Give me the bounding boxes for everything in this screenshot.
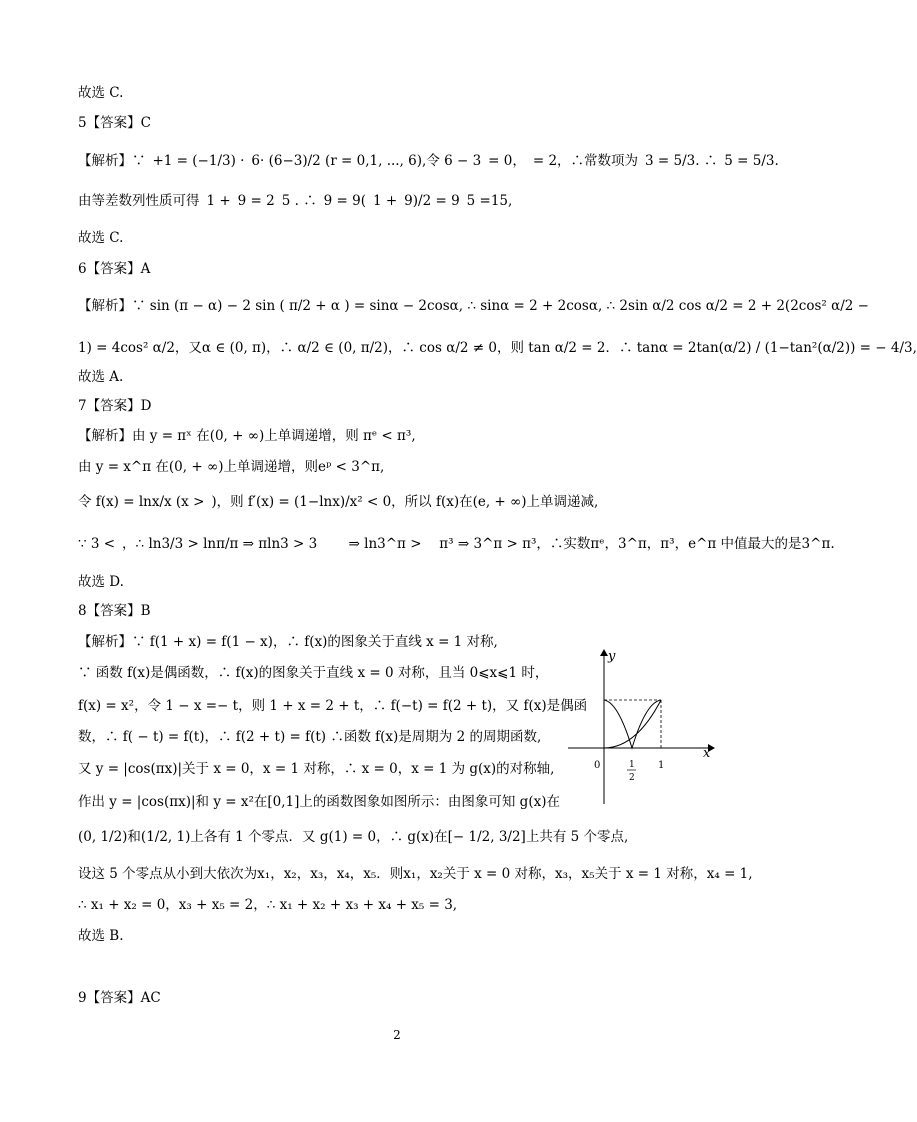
answer-heading-6: 6【答案】A <box>78 261 151 277</box>
function-graph-figure <box>566 646 724 808</box>
text-line: 故选 A. <box>78 369 124 385</box>
text-line: 数，∴ f( − t) = f(t)，∴ f(2 + t) = f(t) ∴函数 f(x)是周期为 2 的周期函数, <box>78 729 542 745</box>
answer-heading-7: 7【答案】D <box>78 398 152 414</box>
text-line: 【解析】∵ f(1 + x) = f(1 − x)，∴ f(x)的图象关于直线 x = 1 对称, <box>78 634 498 650</box>
parabola-curve <box>604 700 661 748</box>
text-line: f(x) = x²，令 1 − x =− t，则 1 + x = 2 + t，∴ f(−t) = f(2 + t)，又 f(x)是偶函 <box>78 698 588 714</box>
half-numerator: 1 <box>629 760 635 770</box>
text-line: 【解析】由 y = πˣ 在(0, + ∞)上单调递增，则 πᵉ < π³, <box>78 428 416 444</box>
y-axis-label: y <box>608 649 616 664</box>
text-line: 故选 D. <box>78 574 124 590</box>
half-denominator: 2 <box>629 773 635 783</box>
text-line: 故选 B. <box>78 928 124 944</box>
answer-heading-8: 8【答案】B <box>78 603 151 619</box>
text-line: 【解析】∵ +1 = (−1/3) · 6· (6−3)/2 (r = 0,1, ..., 6),令 6 − 3 = 0， = 2，∴常数项为 3 = 5/3. ∴ 5 = 5/3. <box>78 153 779 169</box>
text-line: 由等差数列性质可得 1 + 9 = 2 5 . ∴ 9 = 9( 1 + 9)/2 = 9 5 =15, <box>78 193 513 209</box>
origin-label: 0 <box>594 760 601 771</box>
text-line: 【解析】∵ sin (π − α) − 2 sin ( π/2 + α ) = sinα − 2cosα, ∴ sinα = 2 + 2cosα, ∴ 2sin α/2 cos α/2 = 2 + 2(2cos² α/2 − <box>78 298 869 314</box>
text-line: ∵ 3 < ，∴ ln3/3 > lnπ/π ⇒ πln3 > 3 ⇒ ln3^π > π³ ⇒ 3^π > π³，∴实数πᵉ，3^π，π³，e^π 中值最大的是3^π. <box>78 536 835 552</box>
text-line: 由 y = x^π 在(0, + ∞)上单调递增，则eᵖ < 3^π, <box>78 459 385 475</box>
text-line: 令 f(x) = lnx/x (x > )，则 f′(x) = (1−lnx)/x² < 0，所以 f(x)在(e, + ∞)上单调递减, <box>78 494 599 510</box>
text-line: 1) = 4cos² α/2，又α ∈ (0, π)，∴ α/2 ∈ (0, π/2)，∴ cos α/2 ≠ 0，则 tan α/2 = 2．∴ tanα = 2tan(α/2) / (1−tan²(α/2)) = − 4/3, <box>78 340 917 356</box>
cos-abs-curve <box>604 700 661 748</box>
x-axis-label: x <box>703 746 711 761</box>
answer-heading-5: 5【答案】C <box>78 115 151 131</box>
text-line: ∴ x₁ + x₂ = 0，x₃ + x₅ = 2，∴ x₁ + x₂ + x₃ + x₄ + x₅ = 3, <box>78 897 458 913</box>
one-label: 1 <box>658 760 665 771</box>
text-line: 故选 C. <box>78 230 124 246</box>
answer-heading-9: 9【答案】AC <box>78 990 161 1006</box>
text-line: (0, 1/2)和(1/2, 1)上各有 1 个零点．又 g(1) = 0，∴ g(x)在[− 1/2, 3/2]上共有 5 个零点, <box>78 829 629 845</box>
page-number: 2 <box>393 1028 401 1042</box>
text-line: ∵ 函数 f(x)是偶函数，∴ f(x)的图象关于直线 x = 0 对称，且当 0⩽x⩽1 时， <box>78 665 549 681</box>
text-line: 故选 C. <box>78 85 124 101</box>
text-line: 作出 y = |cos(πx)|和 y = x²在[0,1]上的函数图象如图所示：由图象可知 g(x)在 <box>78 794 560 810</box>
text-line: 设这 5 个零点从小到大依次为x₁，x₂，x₃，x₄，x₅．则x₁，x₂关于 x = 0 对称，x₃，x₅关于 x = 1 对称，x₄ = 1, <box>78 866 753 882</box>
text-line: 又 y = |cos(πx)|关于 x = 0，x = 1 对称，∴ x = 0，x = 1 为 g(x)的对称轴, <box>78 761 555 777</box>
